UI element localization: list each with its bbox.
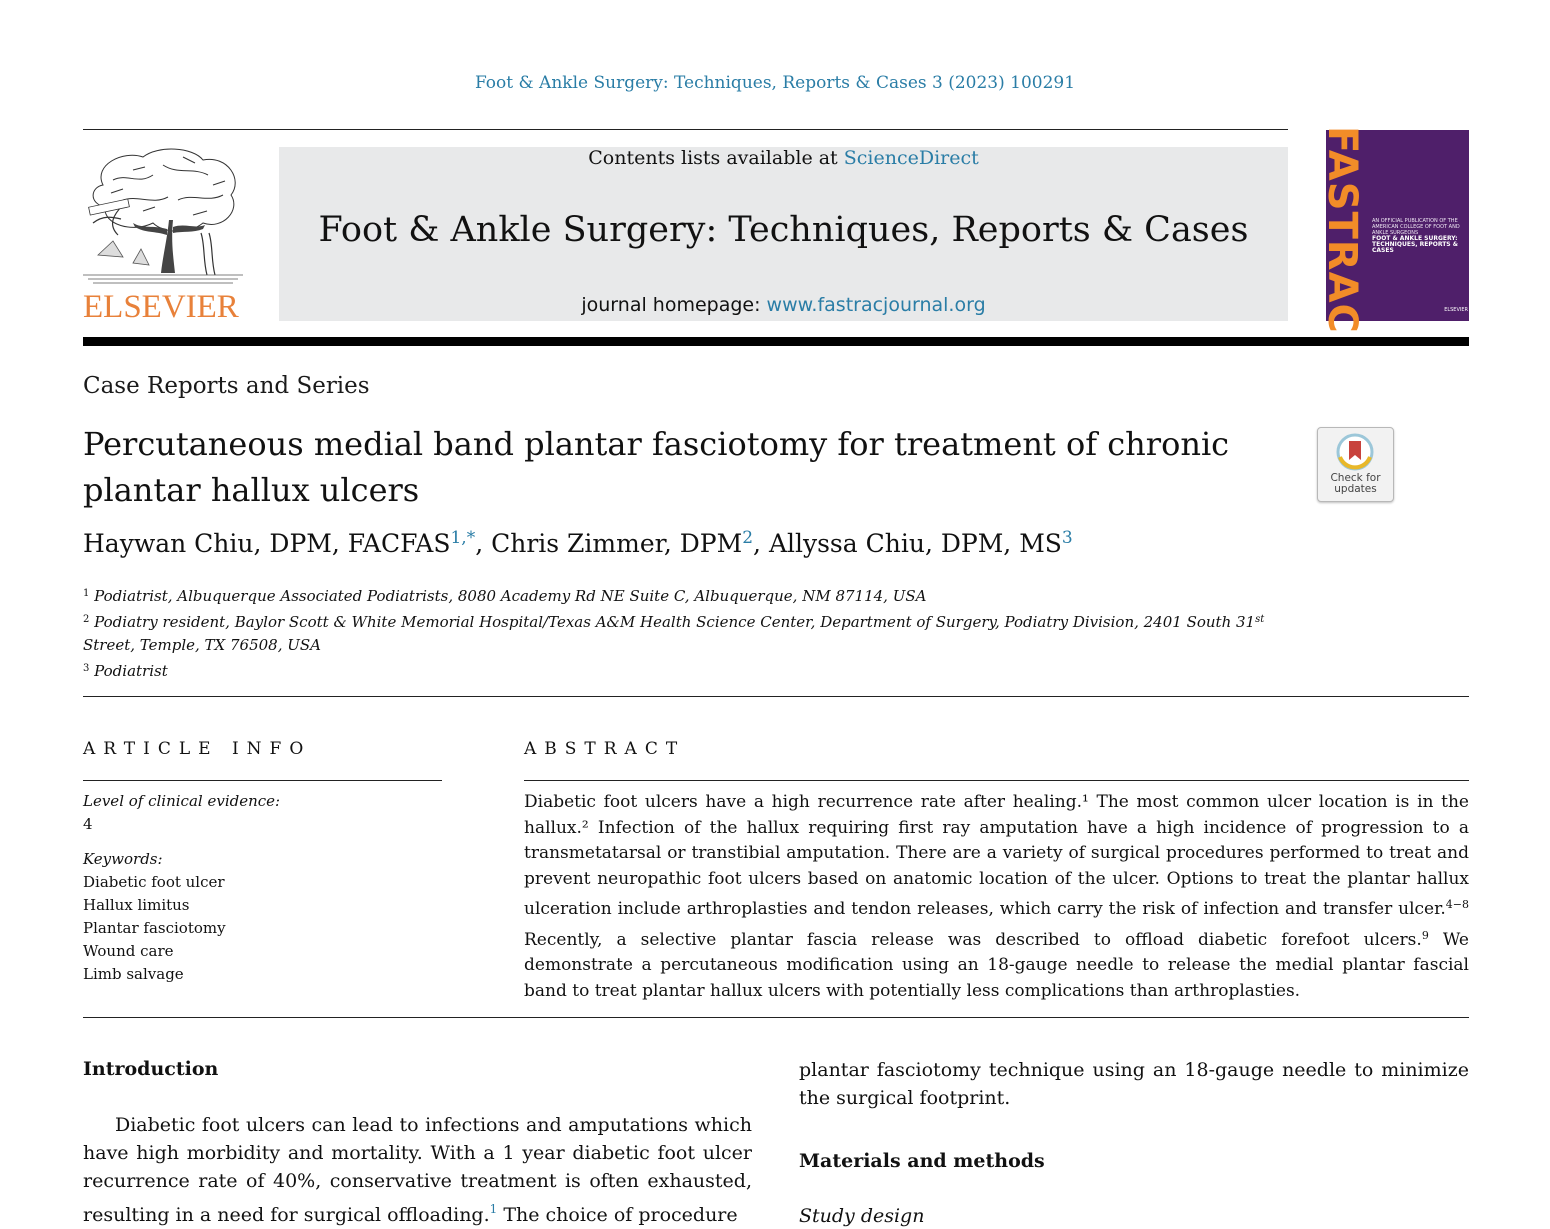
body-text: The choice of procedure bbox=[497, 1204, 738, 1226]
homepage-prefix: journal homepage: bbox=[581, 294, 767, 316]
article-info-rule bbox=[83, 780, 442, 781]
abstract-part: Recently, a selective plantar fascia release was described to offload diabetic forefoot ulcers. bbox=[524, 929, 1422, 950]
elsevier-tree-icon bbox=[83, 145, 243, 287]
article-info-heading: ARTICLE INFO bbox=[83, 739, 312, 759]
study-design-heading: Study design bbox=[799, 1205, 925, 1227]
check-updates-icon bbox=[1336, 433, 1374, 471]
cover-caption-line-2: FOOT & ANKLE SURGERY: bbox=[1372, 235, 1458, 242]
author-separator: , bbox=[475, 529, 492, 558]
cover-caption-line-3: TECHNIQUES, REPORTS & CASES bbox=[1372, 241, 1458, 254]
keyword-item: Wound care bbox=[83, 942, 174, 960]
affiliation-ordinal: st bbox=[1255, 614, 1265, 625]
keyword-item: Plantar fasciotomy bbox=[83, 919, 226, 937]
author-affiliation-link[interactable]: 3 bbox=[1061, 528, 1073, 548]
cover-caption bbox=[1372, 218, 1467, 254]
abstract-text bbox=[524, 790, 1469, 1004]
evidence-value: 4 bbox=[83, 815, 93, 833]
abstract-bottom-rule bbox=[83, 1017, 1469, 1018]
introduction-heading: Introduction bbox=[83, 1058, 219, 1080]
reference-link[interactable]: 9 bbox=[1421, 928, 1429, 942]
check-updates-line-2: updates bbox=[1334, 483, 1377, 495]
journal-citation[interactable]: Foot & Ankle Surgery: Techniques, Reports & Cases 3 (2023) 100291 bbox=[474, 73, 1076, 93]
author-affiliation-link[interactable]: 1,* bbox=[450, 528, 476, 548]
author-list bbox=[83, 528, 1073, 558]
affiliation-number: 2 bbox=[83, 614, 90, 625]
introduction-text bbox=[83, 1111, 752, 1229]
affiliations bbox=[83, 582, 1293, 683]
author-affiliation-link[interactable]: 2 bbox=[742, 528, 754, 548]
header-top-rule bbox=[83, 129, 1288, 130]
check-updates-line-1: Check for bbox=[1330, 472, 1381, 484]
author-name: Haywan Chiu, DPM, FACFAS bbox=[83, 529, 451, 558]
affiliation-text: Street, Temple, TX 76508, USA bbox=[83, 636, 322, 654]
abstract-rule bbox=[524, 780, 1469, 781]
article-title: Percutaneous medial band plantar fasciotomy for treatment of chronic plantar hallux ulcers bbox=[83, 425, 1230, 509]
header-thick-rule bbox=[83, 337, 1469, 346]
affiliation-2 bbox=[83, 608, 1293, 657]
cover-footer: ELSEVIER bbox=[1444, 307, 1468, 313]
affiliation-text: Podiatrist, Albuquerque Associated Podiatrists, 8080 Academy Rd NE Suite C, Albuquerque, NM 87114, USA bbox=[94, 587, 927, 605]
journal-title: Foot & Ankle Surgery: Techniques, Reports & Cases bbox=[318, 210, 1249, 250]
evidence-label: Level of clinical evidence: bbox=[83, 792, 281, 810]
affiliation-text: Podiatrist bbox=[94, 662, 168, 680]
body-text: Diabetic foot ulcers can lead to infections and amputations which have high morbidity and mortality. With a 1 year diabetic foot ulcer recurrence rate of 40%, conservative treatment is often exhausted, resulting in a need for surgical offloading. bbox=[83, 1114, 752, 1226]
publisher-logo[interactable] bbox=[83, 145, 243, 325]
homepage-link[interactable]: www.fastracjournal.org bbox=[766, 294, 986, 316]
journal-cover-image[interactable] bbox=[1319, 126, 1469, 334]
author-name: Allyssa Chiu, DPM, MS bbox=[768, 529, 1062, 558]
abstract-part: Diabetic foot ulcers have a high recurrence rate after healing.¹ The most common ulcer location is in the hallux.² Infection of the hallux requiring first ray amputation have a high incidence of progression to a transmetatarsal or transtibial amputation. There are a variety of surgical procedures performed to treat and prevent neuropathic foot ulcers based on anatomic location of the ulcer. Options to treat the plantar hallux ulceration include arthroplasties and tendon releases, which carry the risk of infection and transfer ulcer. bbox=[524, 792, 1469, 919]
contents-prefix: Contents lists available at bbox=[588, 147, 844, 169]
contents-line bbox=[279, 147, 1288, 170]
affiliation-3 bbox=[83, 657, 1293, 683]
keyword-item: Hallux limitus bbox=[83, 896, 190, 914]
abstract-heading: ABSTRACT bbox=[524, 739, 686, 759]
keyword-item: Diabetic foot ulcer bbox=[83, 873, 225, 891]
article-section-label: Case Reports and Series bbox=[83, 373, 370, 399]
reference-link[interactable]: 1 bbox=[489, 1202, 498, 1216]
publisher-wordmark: ELSEVIER bbox=[83, 289, 239, 325]
affiliation-text: Podiatry resident, Baylor Scott & White Memorial Hospital/Texas A&M Health Science Center, Department of Surgery, Podiatry Division, 2401 South 31 bbox=[94, 613, 1256, 631]
author-name: Chris Zimmer, DPM bbox=[491, 529, 743, 558]
materials-methods-heading: Materials and methods bbox=[799, 1150, 1045, 1172]
cover-caption-line-1: AN OFFICIAL PUBLICATION OF THE AMERICAN COLLEGE OF FOOT AND ANKLE SURGEONS bbox=[1372, 218, 1460, 236]
keyword-item: Limb salvage bbox=[83, 965, 184, 983]
article-info-panel bbox=[83, 790, 433, 986]
check-updates-label bbox=[1318, 473, 1393, 495]
check-for-updates-button[interactable] bbox=[1317, 427, 1394, 502]
affiliation-number: 1 bbox=[83, 588, 90, 599]
keywords-label: Keywords: bbox=[83, 850, 163, 868]
affiliation-number: 3 bbox=[83, 663, 90, 674]
reference-link[interactable]: 4−8 bbox=[1445, 898, 1469, 911]
journal-header-box bbox=[279, 147, 1288, 321]
right-column-text: plantar fasciotomy technique using an 18-gauge needle to minimize the surgical footprint. bbox=[799, 1059, 1469, 1109]
sciencedirect-link[interactable]: ScienceDirect bbox=[843, 147, 979, 169]
abstract-part: We demonstrate a percutaneous modification using an 18-gauge needle to release the medial plantar fascial band to treat plantar hallux ulcers with potentially less complications than arthroplasties. bbox=[524, 929, 1469, 1001]
author-separator: , bbox=[753, 529, 769, 558]
title-bottom-rule bbox=[83, 696, 1469, 697]
homepage-line bbox=[279, 294, 1288, 316]
affiliation-1 bbox=[83, 582, 1293, 608]
cover-title-word: FASTRAC bbox=[1319, 126, 1365, 334]
